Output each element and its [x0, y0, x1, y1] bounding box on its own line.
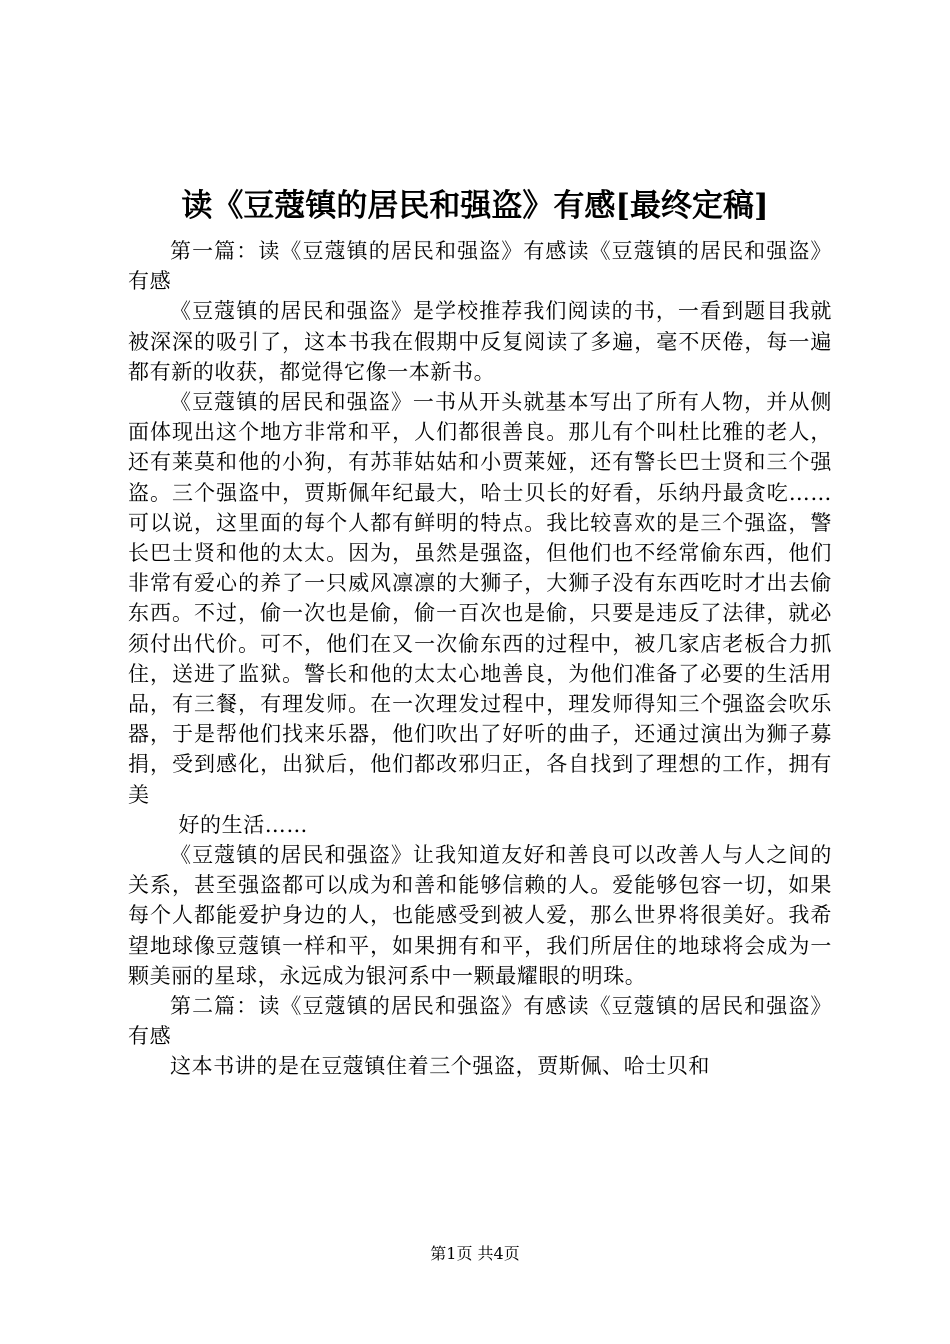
paragraph: 《豆蔻镇的居民和强盗》让我知道友好和善良可以改善人与人之间的关系，甚至强盗都可以成为和善和能够信赖的人。爱能够包容一切，如果每个人都能爱护身边的人，也能感受到被人爱，那么世界将很美好。我希望地球像豆蔻镇一样和平，如果拥有和平，我们所居住的地球将会成为一颗美丽的星球，永远成为银河系中一颗最耀眼的明珠。 [128, 843, 832, 988]
paragraph: 第二篇：读《豆蔻镇的居民和强盗》有感读《豆蔻镇的居民和强盗》有感 [128, 994, 832, 1049]
paragraph: 好的生活…… [178, 812, 308, 837]
document-title: 读《豆蔻镇的居民和强盗》有感[最终定稿] [181, 188, 769, 224]
page-number-footer: 第1页 共4页 [430, 1244, 520, 1263]
paragraph: 第一篇：读《豆蔻镇的居民和强盗》有感读《豆蔻镇的居民和强盗》有感 [128, 239, 832, 294]
document-body [128, 236, 832, 1082]
paragraph: 《豆蔻镇的居民和强盗》一书从开头就基本写出了所有人物，并从侧面体现出这个地方非常和平，人们都很善良。那儿有个叫杜比雅的老人，还有莱莫和他的小狗，有苏菲姑姑和小贾莱娅，还有警长巴士贤和三个强盗。三个强盗中，贾斯佩年纪最大，哈士贝长的好看，乐纳丹最贪吃……可以说，这里面的每个人都有鲜明的特点。我比较喜欢的是三个强盗，警长巴士贤和他的太太。因为，虽然是强盗，但他们也不经常偷东西，他们非常有爱心的养了一只威风凛凛的大狮子，大狮子没有东西吃时才出去偷东西。不过，偷一次也是偷，偷一百次也是偷，只要是违反了法律，就必须付出代价。可不，他们在又一次偷东西的过程中，被几家店老板合力抓住，送进了监狱。警长和他的太太心地善良，为他们准备了必要的生活用品，有三餐，有理发师。在一次理发过程中，理发师得知三个强盗会吹乐器，于是帮他们找来乐器，他们吹出了好听的曲子，还通过演出为狮子募捐，受到感化，出狱后，他们都改邪归正，各自找到了理想的工作，拥有美 [128, 390, 832, 807]
paragraph: 《豆蔻镇的居民和强盗》是学校推荐我们阅读的书，一看到题目我就被深深的吸引了，这本书我在假期中反复阅读了多遍，毫不厌倦，每一遍都有新的收获，都觉得它像一本新书。 [128, 299, 832, 384]
paragraph: 这本书讲的是在豆蔻镇住着三个强盗，贾斯佩、哈士贝和 [170, 1054, 710, 1079]
